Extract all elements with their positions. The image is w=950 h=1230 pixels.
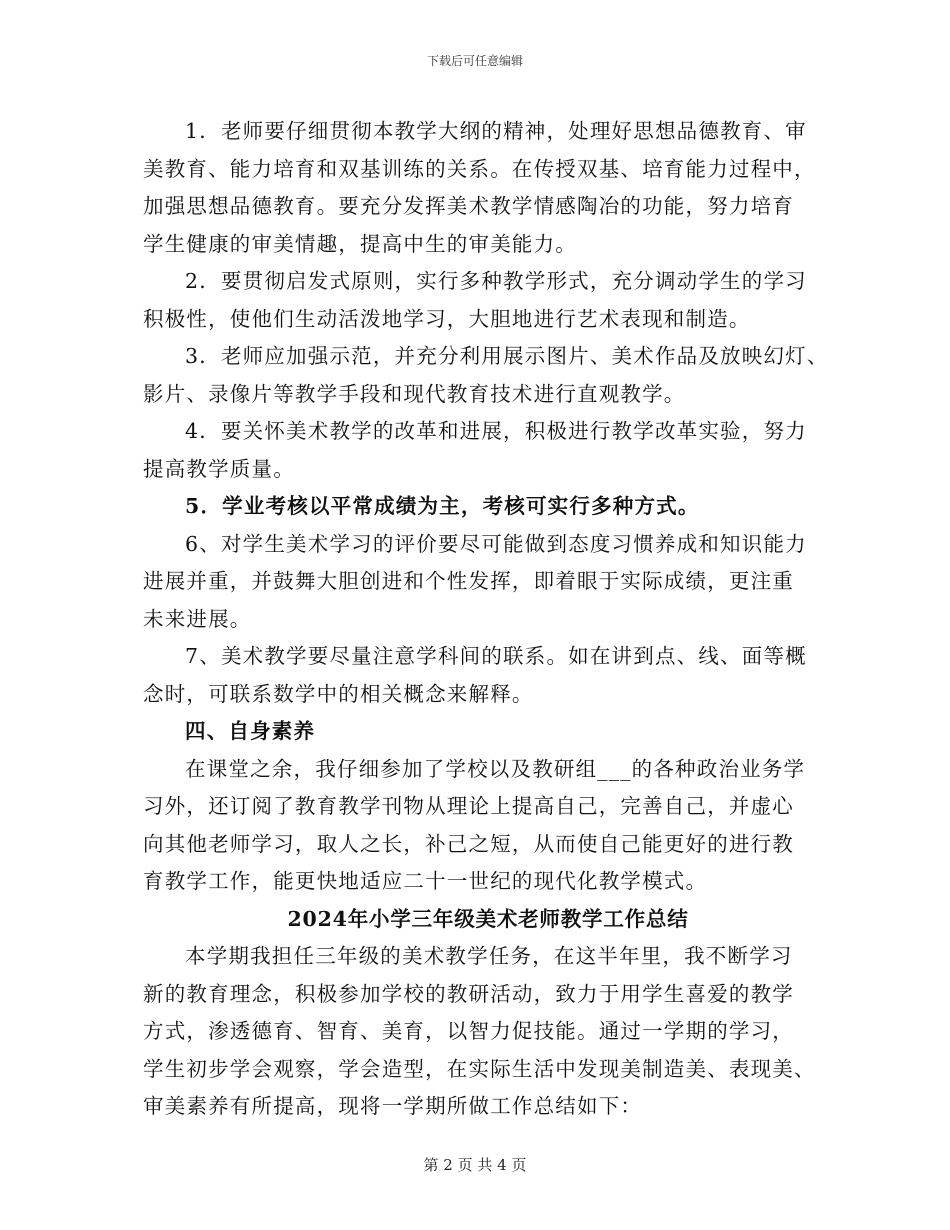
paragraph-line: 学生初步学会观察，学会造型，在实际生活中发现美制造美、表现美、 [143, 1056, 816, 1081]
paragraph-line: 加强思想品德教育。要充分发挥美术教学情感陶冶的功能，努力培育 [143, 194, 794, 218]
paragraph-line: 7、美术教学要尽量注意学科间的联系。如在讲到点、线、面等概 [185, 644, 807, 668]
paragraph-line: 3．老师应加强示范，并充分利用展示图片、美术作品及放映幻灯、 [185, 344, 829, 368]
paragraph-line: 4．要关怀美术教学的改革和进展，积极进行教学改革实验，努力 [185, 419, 807, 443]
paragraph-line: 习外，还订阅了教育教学刊物从理论上提高自己，完善自己，并虚心 [143, 794, 794, 818]
paragraph-line: 2．要贯彻启发式原则，实行多种教学形式，充分调动学生的学习 [185, 269, 807, 293]
paragraph-line: 积极性，使他们生动活泼地学习，大胆地进行艺术表现和制造。 [143, 306, 751, 331]
paragraph-line: 学生健康的审美情趣，提高中生的审美能力。 [143, 231, 577, 256]
paragraph-line: 美教育、能力培育和双基训练的关系。在传授双基、培育能力过程中， [143, 156, 816, 181]
document-body [143, 113, 833, 1126]
bold-paragraph-line: 5．学业考核以平常成绩为主，考核可实行多种方式。 [185, 494, 700, 518]
paragraph-line: 在课堂之余，我仔细参加了学校以及教研组___的各种政治业务学 [185, 756, 806, 781]
document-title: 2024年小学三年级美术老师教学工作总结 [287, 906, 689, 931]
section-heading: 四、自身素养 [185, 719, 316, 743]
paragraph-line: 方式，渗透德育、智育、美育，以智力促技能。通过一学期的学习， [143, 1019, 794, 1043]
paragraph-line: 影片、录像片等教学手段和现代教育技术进行直观教学。 [143, 381, 686, 406]
paragraph-line: 进展并重，并鼓舞大胆创进和个性发挥，即着眼于实际成绩，更注重 [143, 569, 794, 593]
paragraph-line: 育教学工作，能更快地适应二十一世纪的现代化教学模式。 [143, 869, 708, 893]
paragraph-line: 6、对学生美术学习的评价要尽可能做到态度习惯养成和知识能力 [185, 531, 807, 556]
page-header: 下载后可任意编辑 [426, 54, 523, 68]
paragraph-line: 审美素养有所提高，现将一学期所做工作总结如下： [143, 1094, 643, 1118]
paragraph-line: 提高教学质量。 [143, 456, 295, 481]
paragraph-line: 1．老师要仔细贯彻本教学大纲的精神，处理好思想品德教育、审 [185, 119, 807, 143]
paragraph-line: 新的教育理念，积极参加学校的教研活动，致力于用学生喜爱的教学 [143, 981, 794, 1006]
paragraph-line: 本学期我担任三年级的美术教学任务，在这半年里，我不断学习 [185, 944, 793, 968]
paragraph-line: 未来进展。 [143, 606, 252, 631]
paragraph-line: 向其他老师学习，取人之长，补己之短，从而使自己能更好的进行教 [143, 831, 794, 856]
paragraph-line: 念时，可联系数学中的相关概念来解释。 [143, 681, 534, 706]
page-number-footer: 第 2 页 共 4 页 [423, 1156, 527, 1174]
